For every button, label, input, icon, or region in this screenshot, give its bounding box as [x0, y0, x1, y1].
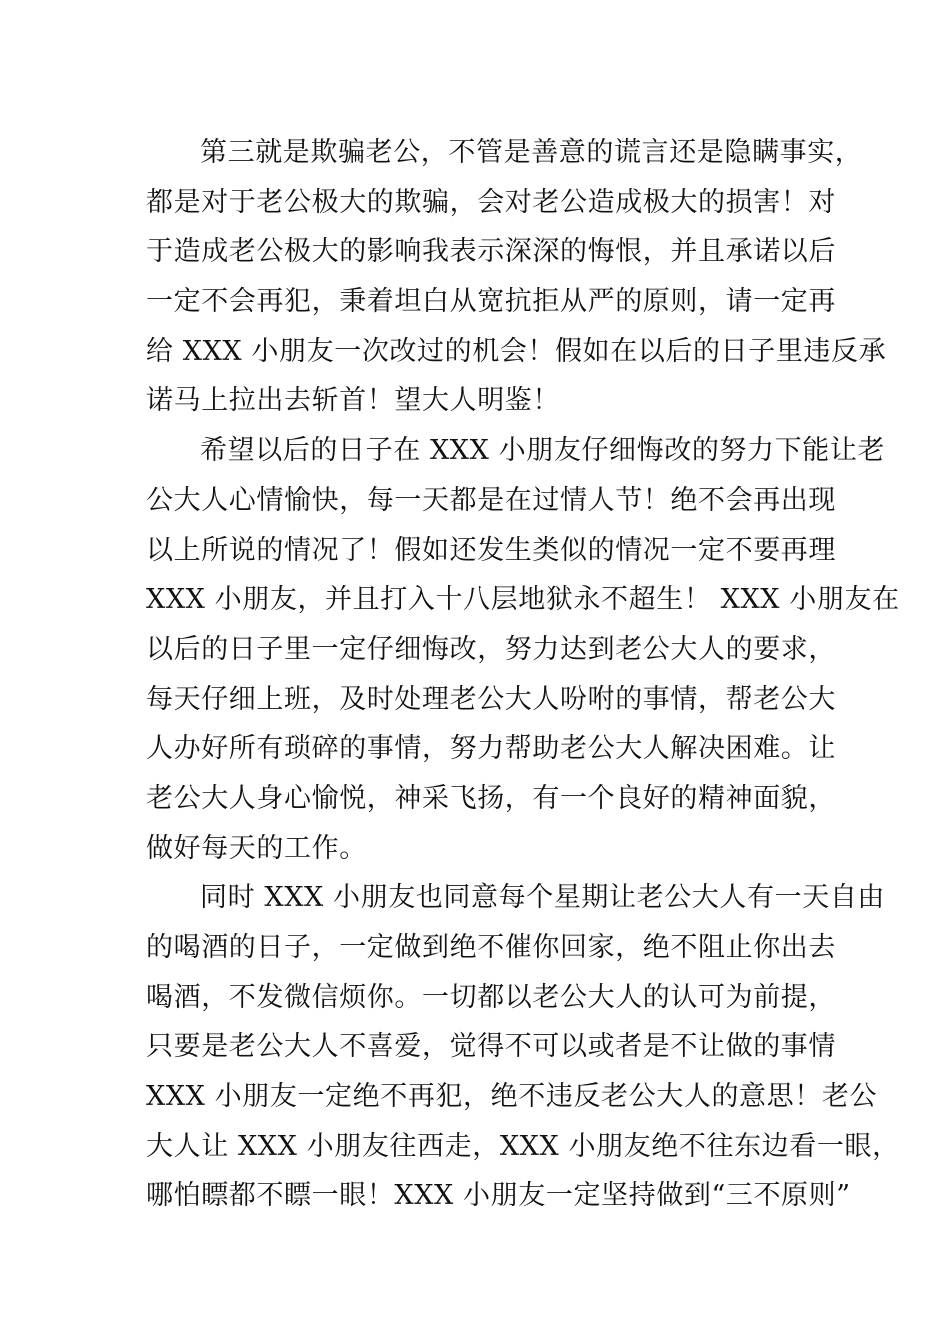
text-line: 一定不会再犯，秉着坦白从宽抗拒从严的原则，请一定再: [146, 286, 836, 318]
text-line: 给 XXX 小朋友一次改过的机会！假如在以后的日子里违反承: [146, 335, 887, 367]
text-line: 公大人心情愉快，每一天都是在过情人节！绝不会再出现: [146, 484, 836, 516]
text-line: 同时 XXX 小朋友也同意每个星期让老公大人有一天自由: [200, 882, 886, 914]
text-line: XXX 小朋友，并且打入十八层地狱永不超生！ XXX 小朋友在: [146, 584, 900, 616]
text-line: 诺马上拉出去斩首！望大人明鉴！: [146, 385, 560, 417]
text-line: 老公大人身心愉悦，神采飞扬，有一个良好的精神面貌，: [146, 782, 836, 814]
text-line: 以上所说的情况了！假如还发生类似的情况一定不要再理: [146, 534, 836, 566]
text-line: 以后的日子里一定仔细悔改，努力达到老公大人的要求，: [146, 633, 836, 665]
paragraph-1: [146, 128, 887, 426]
paragraph-3: [146, 873, 900, 1221]
paragraph-2: [146, 426, 900, 873]
text-line: 第三就是欺骗老公，不管是善意的谎言还是隐瞒事实，: [200, 137, 863, 168]
text-line: 都是对于老公极大的欺骗，会对老公造成极大的损害！对: [146, 186, 836, 218]
text-line: 哪怕瞟都不瞟一眼！XXX 小朋友一定坚持做到“三不原则”: [146, 1180, 851, 1212]
text-line: 大人让 XXX 小朋友往西走，XXX 小朋友绝不往东边看一眼，: [146, 1130, 900, 1162]
text-line: 喝酒，不发微信烦你。一切都以老公大人的认可为前提，: [146, 981, 836, 1013]
document-body: [146, 128, 900, 1221]
text-line: 只要是老公大人不喜爱，觉得不可以或者是不让做的事情: [146, 1031, 836, 1063]
text-line: 于造成老公极大的影响我表示深深的悔恨，并且承诺以后: [146, 236, 836, 268]
text-line: 人办好所有琐碎的事情，努力帮助老公大人解决困难。让: [146, 733, 836, 765]
text-line: 每天仔细上班，及时处理老公大人吩咐的事情，帮老公大: [146, 683, 836, 715]
text-line: XXX 小朋友一定绝不再犯，绝不违反老公大人的意思！老公: [146, 1081, 878, 1113]
text-line: 的喝酒的日子，一定做到绝不催你回家，绝不阻止你出去: [146, 932, 836, 963]
text-line: 希望以后的日子在 XXX 小朋友仔细悔改的努力下能让老: [200, 435, 886, 467]
text-line: 做好每天的工作。: [146, 832, 367, 864]
